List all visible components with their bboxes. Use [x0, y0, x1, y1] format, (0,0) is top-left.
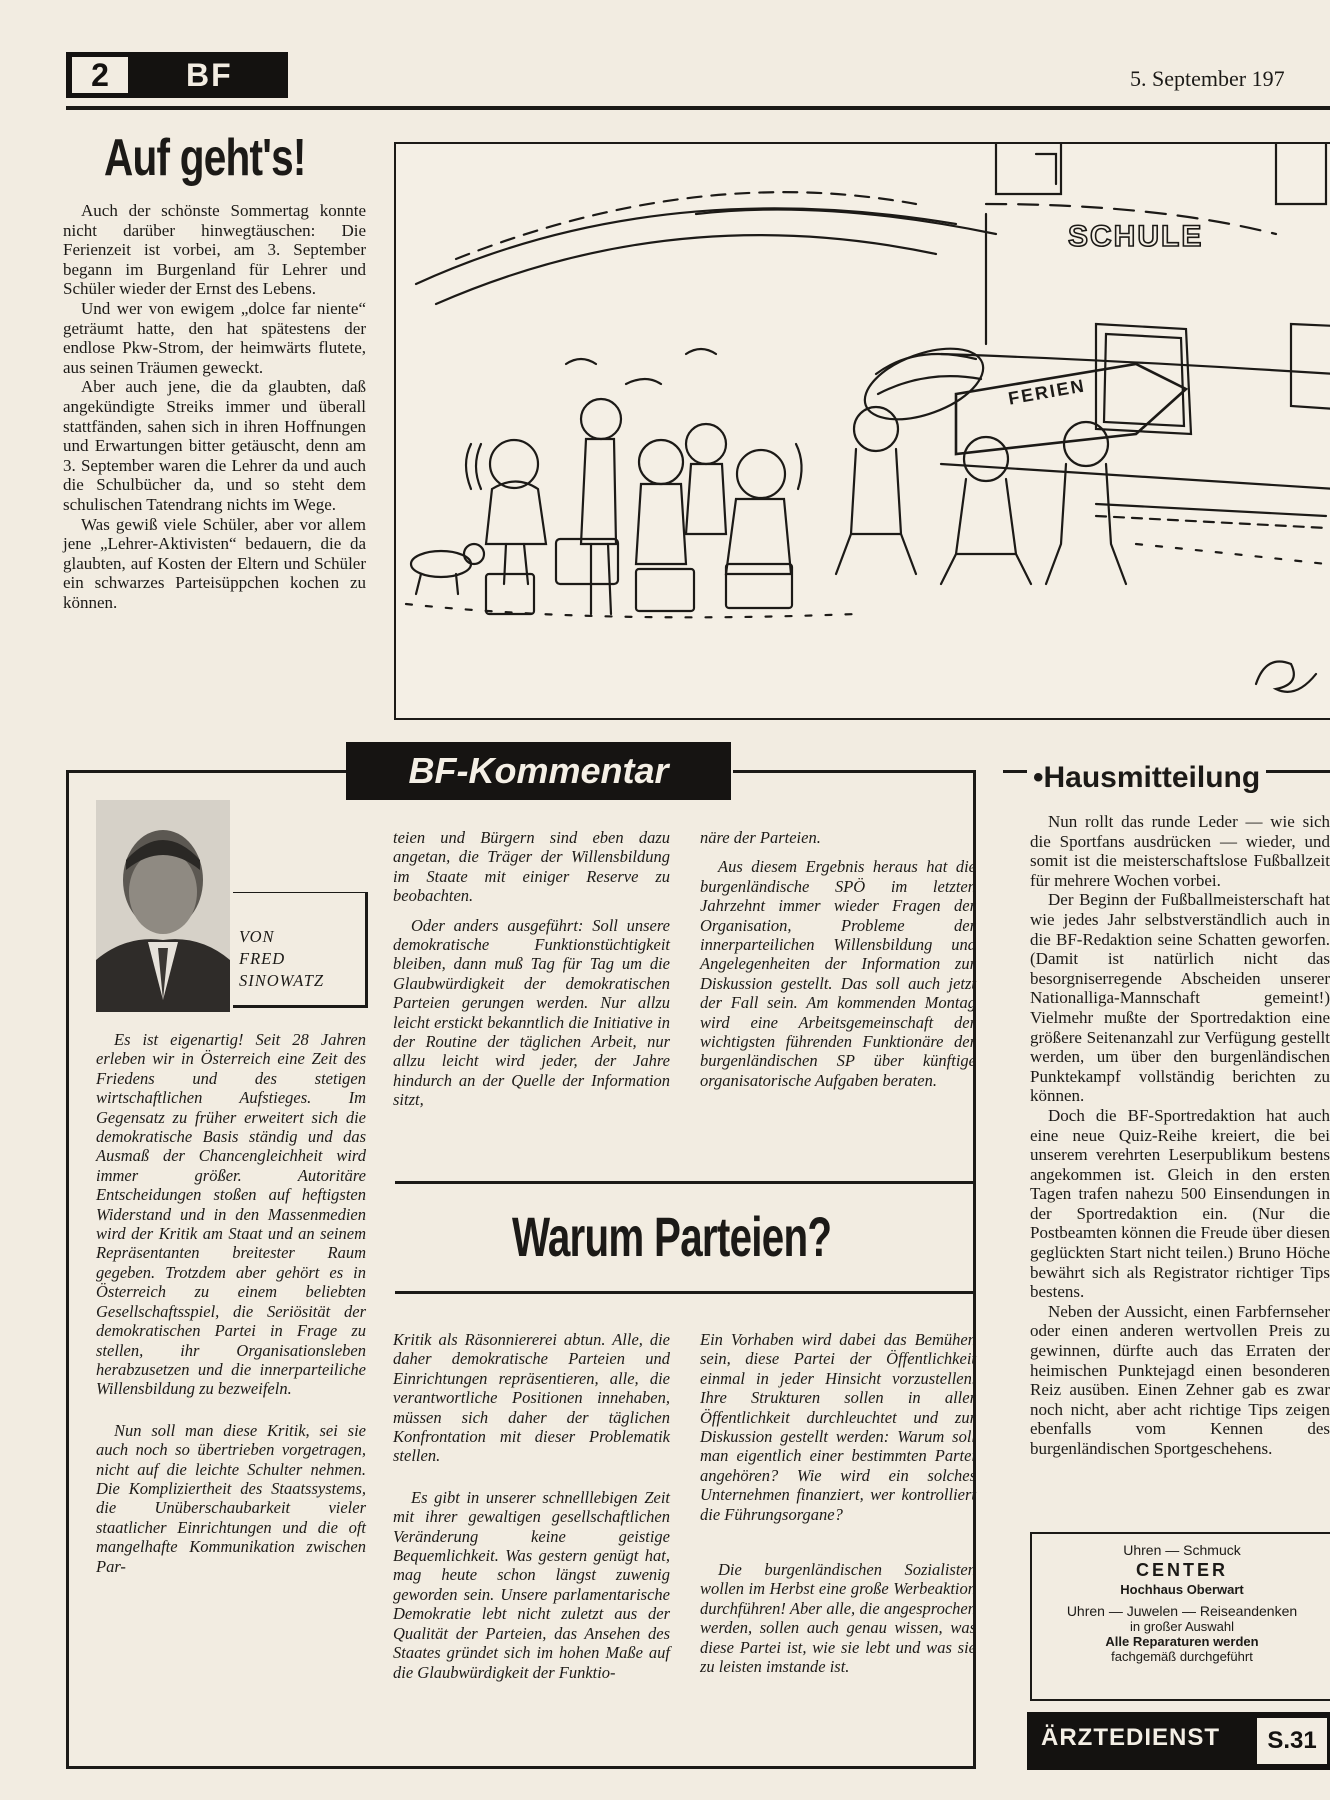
page-date: 5. September 197	[1130, 66, 1285, 91]
kommentar-paragraph: Aus diesem Ergebnis heraus hat die burgenländische SPÖ im letzten Jahrzehnt immer wieder Fragen der Organisation, Probleme der innerparteilichen Willensbildung und Angelegenheiten der Information zur Diskussion gestellt. Das soll auch jetzt der Fall sein. Am kommenden Montag wird eine Arbeitsgemeinschaft der wichtigsten führenden Funktionäre der burgenländischen SP über künftige organisatorische Aufgaben beraten.	[700, 857, 976, 1090]
kommentar-paragraph: Es ist eigenartig! Seit 28 Jahren erleben wir in Österreich eine Zeit des Friedens und des stetigen wirtschaftlichen Aufstieges. Im Gegensatz zu früher erweitert sich die demokratische Basis ständig und das Ausmaß der Chancengleichheit wird immer größer. Autoritäre Entscheidungen stoßen auf heftigsten Widerstand und in den Massenmedien wird der Kritik am Staat und an seinem Repräsentanten breitester Raum gegeben. Trotzdem aber gehört es in Österreich zu einem beliebten Gesellschaftsspiel, die Seriösität der demokratischen Partei in Frage zu stellen, ihr Organisationsleben herabzusetzen und die innerparteiliche Willensbildung zu bezweifeln.	[96, 1030, 366, 1399]
kommentar-column-2-bottom	[393, 1330, 670, 1682]
aerztedienst-label: ÄRZTEDIENST	[1041, 1724, 1220, 1751]
kommentar-column-2-top	[393, 828, 670, 1110]
subhead-bottom-rule	[395, 1291, 973, 1294]
ad-line-3: Uhren — Juwelen — Reiseandenken	[1066, 1603, 1298, 1619]
byline-von: VON	[239, 927, 275, 946]
hausmitteilung-paragraph: Der Beginn der Fußballmeisterschaft hat wie jedes Jahr selbstverständlich auch in die BF-Redaktion seine Schatten geworfen. (Damit ist natürlich nicht das besorgniserregende Abscheiden unserer Nationalliga-Mannschaft gemeint!) Vielmehr mußte der Sportredaktion eine größere Seitenanzahl zur Verfügung gestellt werden, um über den burgenländischen Punktekampf vollständig berichten zu können.	[1030, 890, 1330, 1106]
kommentar-top-rule-left	[66, 770, 346, 773]
subhead-top-rule	[395, 1181, 973, 1184]
coffin-sign: FERIEN	[1006, 375, 1088, 409]
ad-line-5: Alle Reparaturen werden	[1105, 1634, 1259, 1649]
paper-name: BF	[186, 57, 233, 93]
hausmitteilung-article	[1030, 812, 1330, 1459]
kommentar-bottom-rule	[66, 1766, 976, 1769]
kommentar-paragraph: Es gibt in unserer schnelllebigen Zeit mit ihrer gewaltigen gesellschaftlichen Veränderung keine geistige Bequemlichkeit. Was gestern genügt hat, mag heute schon längst zuwenig geworden sein. Unsere parlamentarische Demokratie lebt nicht zuletzt aus der Qualität der Parteien, das Ansehen des Staates gründet sich im hohen Maße auf die Glaubwürdigkeit der Funktio-	[393, 1487, 670, 1682]
cartoon	[394, 142, 1330, 720]
lead-paragraph: Und wer von ewigem „dolce far niente“ geträumt hatte, den hat spätestens der endlose Pkw-Strom, der heimwärts flutete, aus seinen Träumen geweckt.	[63, 298, 366, 377]
kommentar-paragraph: Oder anders ausgeführt: Soll unsere demokratische Funktionstüchtigkeit bleiben, dann muß Tag für Tag um die Glaubwürdigkeit der demokratischen Parteien gerungen werden. Nur allzu leicht erstickt bekanntlich die Initiative in der Routine der täglichen Arbeit, nur allzu leicht wird jeder, der Jahre hindurch an der Quelle der Information sitzt,	[393, 915, 670, 1110]
ad-line-6: fachgemäß durchgeführt	[1111, 1649, 1253, 1664]
hausmitteilung-title: •Hausmitteilung	[1027, 758, 1266, 798]
hausmitteilung-paragraph: Doch die BF-Sportredaktion hat auch eine neue Quiz-Reihe kreiert, die bei unserem verehrten Leserpublikum bestens angekommen ist. Gleich in den ersten Tagen trafen nahezu 500 Einsendungen in der Sportredaktion ein. (Nur die Postbeamten können die Freude über diesen geglückten Start nicht teilen.) Bruno Höche bewährt sich als Registrator richtiger Tips bestens.	[1030, 1105, 1330, 1302]
kommentar-column-1	[96, 1030, 366, 1576]
kommentar-column-3-top	[700, 828, 976, 1090]
ad-line-1: Uhren — Schmuck	[1123, 1542, 1241, 1558]
author-photo	[96, 800, 230, 1012]
lead-article	[63, 201, 366, 612]
kommentar-paragraph: Ein Vorhaben wird dabei das Bemühen sein, diese Partei der Öffentlichkeit einmal in jeder Hinsicht vorzustellen. Ihre Strukturen sollen in aller Öffentlichkeit durchleuchtet und zur Diskussion gestellt werden: Warum soll man eigentlich einer bestimmten Partei angehören? Wie wird ein solches Unternehmen finanziert, wer kontrolliert die Führungsorgane?	[700, 1330, 976, 1524]
byline-box	[233, 892, 368, 1008]
kommentar-paragraph: Die burgenländischen Sozialisten wollen im Herbst eine große Werbeaktion durchführen! Aber alle, die angesprochen werden, sollen auch genau wissen, was diese Partei ist, wie sie lebt und was sie zu leisten imstande ist.	[700, 1560, 976, 1677]
aerztedienst-page-ref: S.31	[1257, 1718, 1327, 1764]
byline-last-name: SINOWATZ	[239, 971, 325, 990]
lead-paragraph: Was gewiß viele Schüler, aber vor allem jene „Lehrer-Aktivisten“ bedauern, die da glaubten, auf Kosten der Eltern und Schüler ein schwarzes Parteisüppchen kochen zu können.	[63, 514, 366, 612]
kommentar-paragraph: näre der Parteien.	[700, 828, 821, 847]
kommentar-banner: BF-Kommentar	[346, 742, 731, 800]
lead-headline: Auf geht's!	[104, 129, 306, 187]
jeweler-ad	[1030, 1532, 1330, 1701]
kommentar-top-rule-right	[733, 770, 973, 773]
aerztedienst-box	[1027, 1712, 1330, 1770]
page-number: 2	[72, 57, 128, 93]
school-sign: SCHULE	[1068, 220, 1204, 253]
sub-headline: Warum Parteien?	[512, 1205, 832, 1268]
ad-location: Hochhaus Oberwart	[1120, 1582, 1244, 1597]
kommentar-paragraph: Nun soll man diese Kritik, sei sie auch noch so übertrieben vorgetragen, nicht auf die leichte Schulter nehmen. Die Kompliziertheit des Staatssystems, die Unüberschaubarkeit vieler staatlicher Einrichtungen und die oft mangelhafte Kommunikation zwischen Par-	[96, 1420, 366, 1576]
masthead	[66, 52, 288, 98]
byline-first-name: FRED	[239, 949, 286, 968]
ad-name: CENTER	[1135, 1560, 1228, 1580]
kommentar-column-3-bottom	[700, 1330, 976, 1677]
ad-line-4: in großer Auswahl	[1129, 1619, 1235, 1634]
kommentar-left-rule	[66, 770, 69, 1768]
lead-paragraph: Auch der schönste Sommertag konnte nicht darüber hinwegtäuschen: Die Ferienzeit ist vorbei, am 3. September begann im Burgenland für Lehrer und Schüler wieder der Ernst des Lebens.	[63, 201, 366, 299]
kommentar-paragraph: Kritik als Räsonniererei abtun. Alle, die daher demokratische Parteien und Einrichtungen repräsentieren, alle, die verantwortliche Positionen innehaben, müssen sich daher der täglichen Konfrontation mit dieser Problematik stellen.	[393, 1330, 670, 1466]
masthead-rule	[66, 106, 1330, 110]
lead-paragraph: Aber auch jene, die da glaubten, daß angekündigte Streiks immer und überall stattfänden, sahen sich in ihren Hoffnungen und Erwartungen bitter getäuscht, denn am 3. September waren die Lehrer da und auch die Schulbücher da, und so steht dem schulischen Tatendrang nichts im Wege.	[63, 377, 366, 514]
hausmitteilung-paragraph: Neben der Aussicht, einen Farbfernseher oder einen anderen wertvollen Preis zu gewinnen, dürfte auch das Erraten der heimischen Punktejagd einen besonderen Reiz ausüben. Einen Zehner gab es zwar noch nicht, aber acht richtige Tips zeigen ebenfalls vom Kennen des burgenländischen Sportgeschehens.	[1030, 1301, 1330, 1458]
hausmitteilung-paragraph: Nun rollt das runde Leder — wie sich die Sportfans ausdrücken — wieder, und somit ist die meisterschaftslose Fußballzeit für mehrere Wochen vorbei.	[1030, 812, 1330, 890]
kommentar-paragraph: teien und Bürgern sind eben dazu angetan, die Träger der Willensbildung im Staate mit einiger Reserve zu beobachten.	[393, 828, 670, 906]
